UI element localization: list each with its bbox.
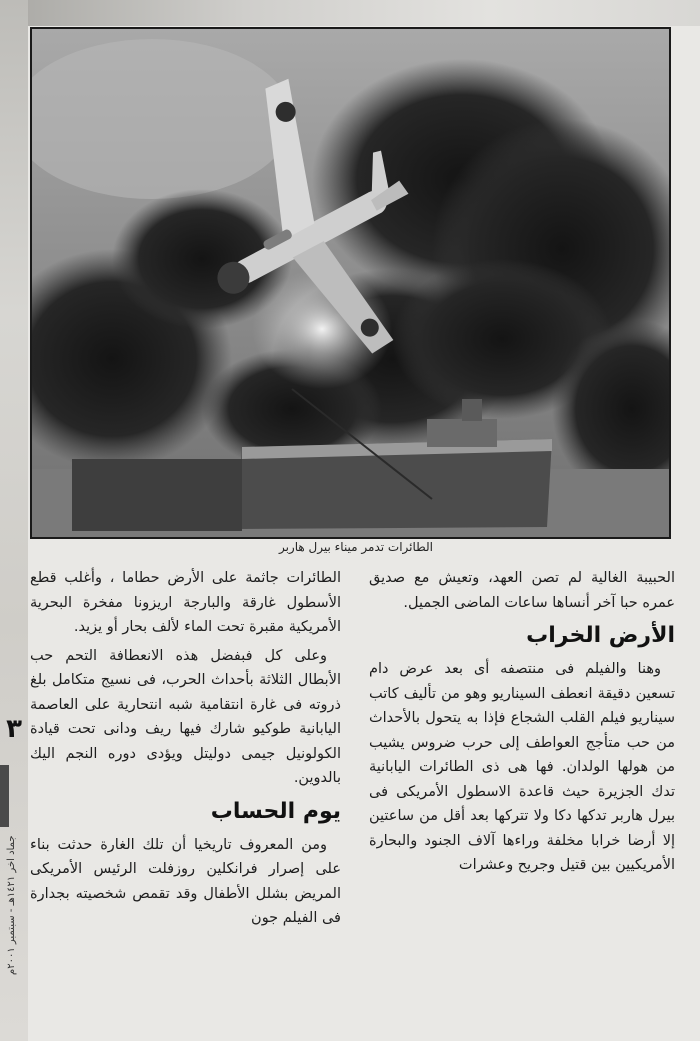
left-column-intro: الطائرات جاثمة على الأرض حطاما ، وأغلب قطع الأسطول غارقة والبارجة اريزونا مفخرة البحرية الأمريكية مقبرة تحت الماء لألف بحار أو يزيد. (30, 570, 341, 635)
right-column-intro: الحبيبة الغالية لم تصن العهد، وتعيش مع صديق عمره حبا آخر أنساها ساعات الماضى الجميل. (369, 570, 675, 611)
right-column (369, 566, 675, 882)
top-photo-remnant (0, 0, 700, 26)
side-marker-bar (0, 765, 9, 827)
heading-day-of-reckoning: يوم الحساب (210, 798, 341, 824)
war-photo (30, 27, 671, 539)
photo-caption: الطائرات تدمر ميناء بيرل هاربر (278, 540, 434, 554)
right-column-paragraph: وهنا والفيلم فى منتصفه أى بعد عرض دام تسعين دقيقة انعطف السيناريو وهو من تأليف كاتب سيناريو فيلم القلب الشجاع فإذا به يتحول بالأحداث من حب متأجج العواطف إلى حرب ضروس يشيب من هولها الولدان. فها هى ذى الطائرات اليابانية تدك الجزيرة حيث قاعدة الاسطول الأمريكى فى بيرل هاربر تدكها دكا ولا تتركها بعد أقل من ساعتين إلا أرضا خرابا مخلفة وراءها آلاف الجنود والبحارة الأمريكيين بين قتيل وجريح وعشرات (369, 661, 675, 873)
left-column-paragraph-2: ومن المعروف تاريخيا أن تلك الغارة حدثت بناء على إصرار فرانكلين روزفلت الرئيس الأمريكى المريض بشلل الأطفال وقد تقمص شخصيته بجدارة فى الفيلم جون (30, 836, 341, 926)
plane-over-burning-harbor-illustration (32, 29, 669, 537)
left-column (30, 566, 341, 935)
issue-date: جماد آخر ١٤٢١هـ - سبتمبر ٢٠٠١م (6, 835, 17, 975)
page-number: ٣ (6, 714, 22, 744)
left-column-paragraph-1: وعلى كل فبفضل هذه الانعطافة التحم حب الأبطال الثلاثة بأحداث الحرب، فى نسيج متكامل بلغ ذروته فى غارة انتقامية شبه انتحارية على العاصمة اليابانية طوكيو شارك فيها ريف ودانى تحت قيادة الكولونيل جيمى دوليتل ويؤدى دوره النجم اليك بالدوين. (30, 647, 341, 786)
heading-wasteland: الأرض الخراب (526, 623, 675, 648)
